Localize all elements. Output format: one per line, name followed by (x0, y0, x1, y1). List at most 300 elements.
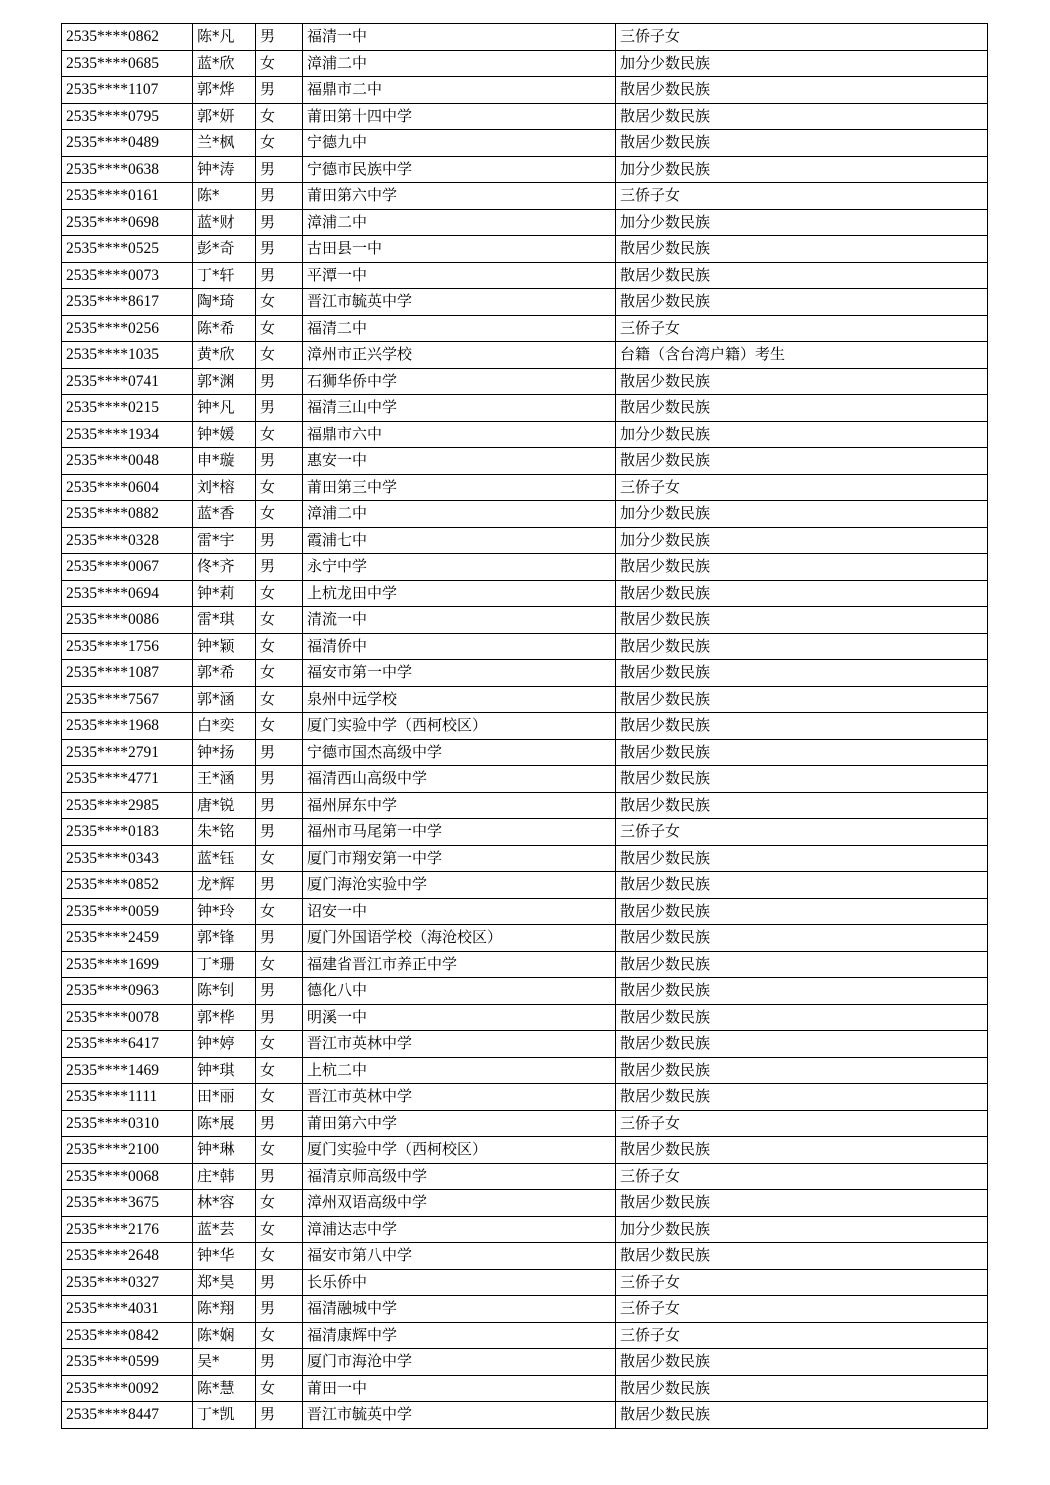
table-row (62, 527, 988, 554)
gender-cell: 女 (256, 713, 303, 740)
table-row (62, 1084, 988, 1111)
name-cell: 郭*渊 (193, 368, 256, 395)
table-row (62, 50, 988, 77)
table-row (62, 1137, 988, 1164)
category-cell: 散居少数民族 (616, 633, 988, 660)
name-cell: 吴* (193, 1349, 256, 1376)
category-cell: 三侨子女 (616, 1163, 988, 1190)
school-cell: 福清三山中学 (303, 395, 616, 422)
category-cell: 台籍（含台湾户籍）考生 (616, 342, 988, 369)
gender-cell: 女 (256, 607, 303, 634)
category-cell: 加分少数民族 (616, 1216, 988, 1243)
table-row (62, 951, 988, 978)
category-cell: 散居少数民族 (616, 395, 988, 422)
name-cell: 钟*婷 (193, 1031, 256, 1058)
student-id-cell: 2535****0161 (62, 183, 193, 210)
table-row (62, 1190, 988, 1217)
name-cell: 陈*娴 (193, 1322, 256, 1349)
name-cell: 郭*烨 (193, 77, 256, 104)
table-row (62, 1322, 988, 1349)
name-cell: 白*奕 (193, 713, 256, 740)
category-cell: 散居少数民族 (616, 289, 988, 316)
school-cell: 福清康辉中学 (303, 1322, 616, 1349)
table-row (62, 766, 988, 793)
table-row (62, 713, 988, 740)
school-cell: 福清侨中 (303, 633, 616, 660)
category-cell: 加分少数民族 (616, 50, 988, 77)
gender-cell: 男 (256, 24, 303, 51)
name-cell: 蓝*芸 (193, 1216, 256, 1243)
name-cell: 丁*轩 (193, 262, 256, 289)
student-id-cell: 2535****0215 (62, 395, 193, 422)
table-row (62, 978, 988, 1005)
school-cell: 清流一中 (303, 607, 616, 634)
gender-cell: 女 (256, 633, 303, 660)
gender-cell: 女 (256, 1216, 303, 1243)
school-cell: 上杭龙田中学 (303, 580, 616, 607)
student-id-cell: 2535****1968 (62, 713, 193, 740)
table-row (62, 607, 988, 634)
category-cell: 三侨子女 (616, 183, 988, 210)
gender-cell: 女 (256, 580, 303, 607)
table-row (62, 1057, 988, 1084)
student-id-cell: 2535****1469 (62, 1057, 193, 1084)
student-id-cell: 2535****0256 (62, 315, 193, 342)
table-row (62, 1375, 988, 1402)
name-cell: 朱*铭 (193, 819, 256, 846)
student-id-cell: 2535****0741 (62, 368, 193, 395)
school-cell: 宁德市国杰高级中学 (303, 739, 616, 766)
table-row (62, 501, 988, 528)
school-cell: 福清西山高级中学 (303, 766, 616, 793)
category-cell: 散居少数民族 (616, 580, 988, 607)
school-cell: 莆田第十四中学 (303, 103, 616, 130)
category-cell: 散居少数民族 (616, 236, 988, 263)
student-id-cell: 2535****0638 (62, 156, 193, 183)
student-id-cell: 2535****0067 (62, 554, 193, 581)
student-id-cell: 2535****0694 (62, 580, 193, 607)
table-row (62, 686, 988, 713)
gender-cell: 男 (256, 1110, 303, 1137)
table-row (62, 925, 988, 952)
school-cell: 永宁中学 (303, 554, 616, 581)
student-id-cell: 2535****0525 (62, 236, 193, 263)
table-row (62, 342, 988, 369)
name-cell: 黄*欣 (193, 342, 256, 369)
school-cell: 厦门海沧实验中学 (303, 872, 616, 899)
category-cell: 三侨子女 (616, 474, 988, 501)
name-cell: 郭*希 (193, 660, 256, 687)
gender-cell: 男 (256, 209, 303, 236)
gender-cell: 女 (256, 421, 303, 448)
category-cell: 三侨子女 (616, 1269, 988, 1296)
table-row (62, 183, 988, 210)
gender-cell: 男 (256, 1402, 303, 1429)
name-cell: 陈*希 (193, 315, 256, 342)
gender-cell: 男 (256, 872, 303, 899)
category-cell: 三侨子女 (616, 315, 988, 342)
school-cell: 石狮华侨中学 (303, 368, 616, 395)
table-row (62, 474, 988, 501)
school-cell: 莆田第六中学 (303, 1110, 616, 1137)
table-row (62, 448, 988, 475)
gender-cell: 男 (256, 1349, 303, 1376)
gender-cell: 男 (256, 739, 303, 766)
table-row (62, 1349, 988, 1376)
table-row (62, 660, 988, 687)
school-cell: 莆田第六中学 (303, 183, 616, 210)
table-row (62, 1243, 988, 1270)
student-id-cell: 2535****7567 (62, 686, 193, 713)
category-cell: 三侨子女 (616, 24, 988, 51)
gender-cell: 男 (256, 527, 303, 554)
school-cell: 厦门市翔安第一中学 (303, 845, 616, 872)
table-row (62, 103, 988, 130)
student-id-cell: 2535****0604 (62, 474, 193, 501)
table-row (62, 315, 988, 342)
category-cell: 散居少数民族 (616, 1349, 988, 1376)
table-row (62, 633, 988, 660)
student-id-cell: 2535****1035 (62, 342, 193, 369)
gender-cell: 男 (256, 792, 303, 819)
name-cell: 田*丽 (193, 1084, 256, 1111)
category-cell: 散居少数民族 (616, 845, 988, 872)
student-table-body (62, 24, 988, 1429)
student-id-cell: 2535****4771 (62, 766, 193, 793)
category-cell: 散居少数民族 (616, 872, 988, 899)
name-cell: 陈*翔 (193, 1296, 256, 1323)
school-cell: 漳浦二中 (303, 209, 616, 236)
table-row (62, 368, 988, 395)
gender-cell: 男 (256, 925, 303, 952)
category-cell: 散居少数民族 (616, 1004, 988, 1031)
name-cell: 钟*琳 (193, 1137, 256, 1164)
school-cell: 明溪一中 (303, 1004, 616, 1031)
name-cell: 庄*韩 (193, 1163, 256, 1190)
name-cell: 郑*昊 (193, 1269, 256, 1296)
student-id-cell: 2535****0489 (62, 130, 193, 157)
table-row (62, 1296, 988, 1323)
school-cell: 惠安一中 (303, 448, 616, 475)
school-cell: 福清二中 (303, 315, 616, 342)
category-cell: 散居少数民族 (616, 368, 988, 395)
school-cell: 福安市第八中学 (303, 1243, 616, 1270)
name-cell: 郭*桦 (193, 1004, 256, 1031)
category-cell: 加分少数民族 (616, 421, 988, 448)
student-id-cell: 2535****0842 (62, 1322, 193, 1349)
school-cell: 福清融城中学 (303, 1296, 616, 1323)
name-cell: 郭*涵 (193, 686, 256, 713)
school-cell: 福州屏东中学 (303, 792, 616, 819)
student-id-cell: 2535****1111 (62, 1084, 193, 1111)
gender-cell: 男 (256, 1163, 303, 1190)
gender-cell: 男 (256, 1004, 303, 1031)
name-cell: 钟*琪 (193, 1057, 256, 1084)
name-cell: 雷*琪 (193, 607, 256, 634)
school-cell: 厦门市海沧中学 (303, 1349, 616, 1376)
gender-cell: 女 (256, 1084, 303, 1111)
school-cell: 宁德市民族中学 (303, 156, 616, 183)
table-row (62, 130, 988, 157)
table-row (62, 792, 988, 819)
gender-cell: 女 (256, 315, 303, 342)
table-row (62, 872, 988, 899)
school-cell: 长乐侨中 (303, 1269, 616, 1296)
gender-cell: 男 (256, 1296, 303, 1323)
student-id-cell: 2535****1087 (62, 660, 193, 687)
name-cell: 钟*凡 (193, 395, 256, 422)
name-cell: 钟*玲 (193, 898, 256, 925)
gender-cell: 女 (256, 50, 303, 77)
student-id-cell: 2535****0343 (62, 845, 193, 872)
name-cell: 佟*齐 (193, 554, 256, 581)
gender-cell: 男 (256, 554, 303, 581)
table-row (62, 262, 988, 289)
name-cell: 钟*媛 (193, 421, 256, 448)
category-cell: 散居少数民族 (616, 660, 988, 687)
table-row (62, 1031, 988, 1058)
student-id-cell: 2535****0795 (62, 103, 193, 130)
category-cell: 散居少数民族 (616, 1137, 988, 1164)
category-cell: 散居少数民族 (616, 448, 988, 475)
student-id-cell: 2535****0078 (62, 1004, 193, 1031)
category-cell: 散居少数民族 (616, 103, 988, 130)
table-row (62, 1163, 988, 1190)
school-cell: 宁德九中 (303, 130, 616, 157)
gender-cell: 男 (256, 978, 303, 1005)
school-cell: 厦门外国语学校（海沧校区） (303, 925, 616, 952)
student-id-cell: 2535****0310 (62, 1110, 193, 1137)
school-cell: 平潭一中 (303, 262, 616, 289)
name-cell: 蓝*欣 (193, 50, 256, 77)
name-cell: 陈* (193, 183, 256, 210)
name-cell: 申*璇 (193, 448, 256, 475)
student-id-cell: 2535****3675 (62, 1190, 193, 1217)
school-cell: 福清一中 (303, 24, 616, 51)
school-cell: 漳浦达志中学 (303, 1216, 616, 1243)
student-id-cell: 2535****0059 (62, 898, 193, 925)
table-row (62, 1269, 988, 1296)
table-row (62, 1110, 988, 1137)
name-cell: 蓝*香 (193, 501, 256, 528)
category-cell: 散居少数民族 (616, 1057, 988, 1084)
category-cell: 散居少数民族 (616, 792, 988, 819)
name-cell: 陶*琦 (193, 289, 256, 316)
student-id-cell: 2535****0327 (62, 1269, 193, 1296)
name-cell: 林*容 (193, 1190, 256, 1217)
category-cell: 散居少数民族 (616, 262, 988, 289)
gender-cell: 女 (256, 1031, 303, 1058)
category-cell: 散居少数民族 (616, 713, 988, 740)
gender-cell: 女 (256, 1243, 303, 1270)
name-cell: 钟*华 (193, 1243, 256, 1270)
table-row (62, 1216, 988, 1243)
name-cell: 陈*凡 (193, 24, 256, 51)
category-cell: 散居少数民族 (616, 77, 988, 104)
table-row (62, 898, 988, 925)
category-cell: 散居少数民族 (616, 1375, 988, 1402)
name-cell: 王*涵 (193, 766, 256, 793)
table-row (62, 421, 988, 448)
table-row (62, 395, 988, 422)
student-id-cell: 2535****0068 (62, 1163, 193, 1190)
gender-cell: 女 (256, 289, 303, 316)
gender-cell: 女 (256, 1137, 303, 1164)
gender-cell: 男 (256, 766, 303, 793)
category-cell: 散居少数民族 (616, 1243, 988, 1270)
school-cell: 福安市第一中学 (303, 660, 616, 687)
school-cell: 福建省晋江市养正中学 (303, 951, 616, 978)
category-cell: 散居少数民族 (616, 130, 988, 157)
gender-cell: 男 (256, 395, 303, 422)
name-cell: 郭*锋 (193, 925, 256, 952)
school-cell: 漳州双语高级中学 (303, 1190, 616, 1217)
name-cell: 钟*扬 (193, 739, 256, 766)
school-cell: 泉州中远学校 (303, 686, 616, 713)
school-cell: 福清京师高级中学 (303, 1163, 616, 1190)
school-cell: 漳浦二中 (303, 501, 616, 528)
category-cell: 散居少数民族 (616, 607, 988, 634)
student-id-cell: 2535****0963 (62, 978, 193, 1005)
student-id-cell: 2535****0092 (62, 1375, 193, 1402)
student-id-cell: 2535****0086 (62, 607, 193, 634)
name-cell: 蓝*财 (193, 209, 256, 236)
table-row (62, 1004, 988, 1031)
gender-cell: 男 (256, 448, 303, 475)
school-cell: 福鼎市二中 (303, 77, 616, 104)
gender-cell: 女 (256, 103, 303, 130)
table-row (62, 209, 988, 236)
gender-cell: 男 (256, 368, 303, 395)
school-cell: 晋江市英林中学 (303, 1031, 616, 1058)
gender-cell: 女 (256, 898, 303, 925)
table-row (62, 236, 988, 263)
student-id-cell: 2535****0183 (62, 819, 193, 846)
gender-cell: 女 (256, 660, 303, 687)
name-cell: 陈*展 (193, 1110, 256, 1137)
category-cell: 散居少数民族 (616, 951, 988, 978)
gender-cell: 女 (256, 1190, 303, 1217)
category-cell: 散居少数民族 (616, 925, 988, 952)
table-row (62, 289, 988, 316)
name-cell: 龙*辉 (193, 872, 256, 899)
school-cell: 漳浦二中 (303, 50, 616, 77)
name-cell: 钟*莉 (193, 580, 256, 607)
name-cell: 唐*锐 (193, 792, 256, 819)
student-id-cell: 2535****0328 (62, 527, 193, 554)
category-cell: 散居少数民族 (616, 978, 988, 1005)
student-id-cell: 2535****1934 (62, 421, 193, 448)
category-cell: 散居少数民族 (616, 1031, 988, 1058)
student-id-cell: 2535****8617 (62, 289, 193, 316)
category-cell: 散居少数民族 (616, 554, 988, 581)
school-cell: 漳州市正兴学校 (303, 342, 616, 369)
gender-cell: 男 (256, 183, 303, 210)
student-id-cell: 2535****2985 (62, 792, 193, 819)
category-cell: 三侨子女 (616, 1322, 988, 1349)
gender-cell: 男 (256, 236, 303, 263)
category-cell: 散居少数民族 (616, 1084, 988, 1111)
gender-cell: 女 (256, 1322, 303, 1349)
student-id-cell: 2535****2791 (62, 739, 193, 766)
table-row (62, 77, 988, 104)
student-id-cell: 2535****2648 (62, 1243, 193, 1270)
name-cell: 丁*凯 (193, 1402, 256, 1429)
gender-cell: 女 (256, 1057, 303, 1084)
school-cell: 莆田第三中学 (303, 474, 616, 501)
student-id-cell: 2535****0599 (62, 1349, 193, 1376)
name-cell: 钟*涛 (193, 156, 256, 183)
gender-cell: 男 (256, 262, 303, 289)
gender-cell: 男 (256, 1269, 303, 1296)
school-cell: 晋江市毓英中学 (303, 1402, 616, 1429)
name-cell: 钟*颖 (193, 633, 256, 660)
school-cell: 莆田一中 (303, 1375, 616, 1402)
category-cell: 散居少数民族 (616, 1190, 988, 1217)
table-row (62, 845, 988, 872)
student-id-cell: 2535****0882 (62, 501, 193, 528)
name-cell: 丁*珊 (193, 951, 256, 978)
student-id-cell: 2535****0685 (62, 50, 193, 77)
school-cell: 福州市马尾第一中学 (303, 819, 616, 846)
school-cell: 厦门实验中学（西柯校区） (303, 1137, 616, 1164)
school-cell: 厦门实验中学（西柯校区） (303, 713, 616, 740)
gender-cell: 女 (256, 501, 303, 528)
student-id-cell: 2535****4031 (62, 1296, 193, 1323)
name-cell: 蓝*钰 (193, 845, 256, 872)
category-cell: 散居少数民族 (616, 739, 988, 766)
gender-cell: 男 (256, 156, 303, 183)
category-cell: 散居少数民族 (616, 898, 988, 925)
category-cell: 加分少数民族 (616, 501, 988, 528)
table-row (62, 580, 988, 607)
name-cell: 彭*奇 (193, 236, 256, 263)
table-row (62, 24, 988, 51)
student-id-cell: 2535****6417 (62, 1031, 193, 1058)
gender-cell: 女 (256, 845, 303, 872)
table-row (62, 554, 988, 581)
gender-cell: 女 (256, 1375, 303, 1402)
student-id-cell: 2535****8447 (62, 1402, 193, 1429)
student-id-cell: 2535****0073 (62, 262, 193, 289)
gender-cell: 女 (256, 342, 303, 369)
student-id-cell: 2535****2100 (62, 1137, 193, 1164)
category-cell: 散居少数民族 (616, 686, 988, 713)
student-id-cell: 2535****2176 (62, 1216, 193, 1243)
category-cell: 散居少数民族 (616, 766, 988, 793)
name-cell: 雷*宇 (193, 527, 256, 554)
category-cell: 三侨子女 (616, 1110, 988, 1137)
table-row (62, 156, 988, 183)
school-cell: 霞浦七中 (303, 527, 616, 554)
school-cell: 德化八中 (303, 978, 616, 1005)
name-cell: 郭*妍 (193, 103, 256, 130)
school-cell: 诏安一中 (303, 898, 616, 925)
gender-cell: 女 (256, 130, 303, 157)
school-cell: 晋江市毓英中学 (303, 289, 616, 316)
name-cell: 兰*枫 (193, 130, 256, 157)
student-id-cell: 2535****1699 (62, 951, 193, 978)
category-cell: 散居少数民族 (616, 1402, 988, 1429)
table-row (62, 739, 988, 766)
student-table (61, 23, 988, 1429)
gender-cell: 女 (256, 474, 303, 501)
name-cell: 陈*慧 (193, 1375, 256, 1402)
student-id-cell: 2535****0862 (62, 24, 193, 51)
gender-cell: 男 (256, 819, 303, 846)
category-cell: 三侨子女 (616, 819, 988, 846)
school-cell: 福鼎市六中 (303, 421, 616, 448)
